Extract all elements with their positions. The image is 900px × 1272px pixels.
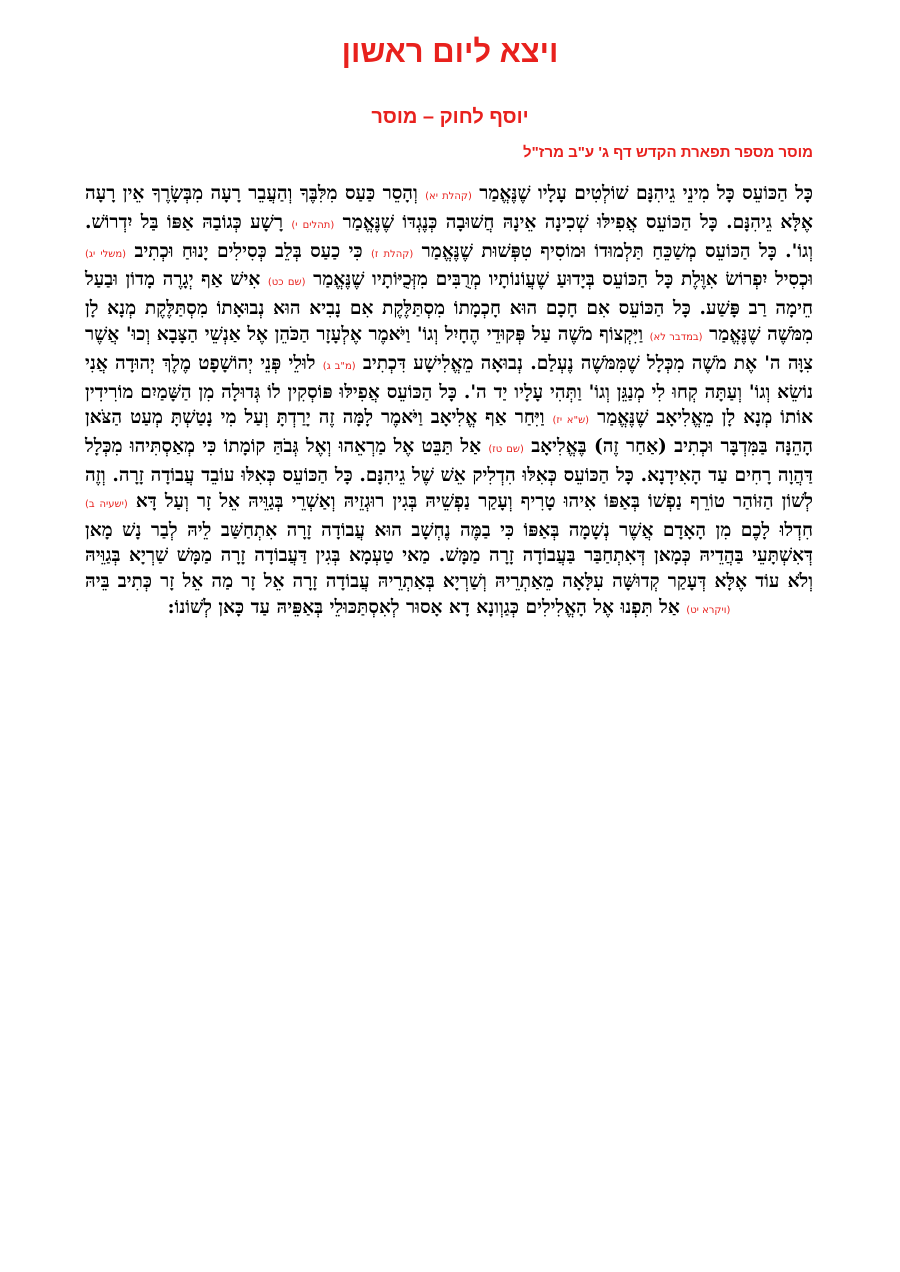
- scripture-reference: (ויקרא יט): [686, 604, 731, 616]
- body-text-segment: כָּל הַכּוֹעֵס כָּל מִינֵי גֵיהִנָּם שׁוֹלְטִים עָלָיו שֶׁנֶּאֱמַר: [471, 183, 813, 204]
- body-text-segment: וַיִּקְצוֹף מֹשֶׁה עַל פְּקוּדֵי הֶחָיִל וְגוֹ' וַיֹּאמֶר אֶלְעָזָר הַכֹּהֵן אֶל אַנְשֵׁי הַצָּבָא וְכוּ' אֲשֶׁר צִוָּה ה' אֶת מֹשֶׁה מִכְּלָל שֶׁמִּמֹּשֶׁה נֶעְלַם. נְבוּאָה מֵאֱלִישָׁע דִּכְתִיב: [85, 323, 814, 374]
- section-subtitle: יוסף לחוק – מוסר: [371, 106, 529, 128]
- scripture-reference: (משלי יג): [85, 248, 127, 260]
- body-text-segment: לוּלֵי פְּנֵי יְהוֹשָׁפָט מֶלֶךְ יְהוּדָה אֲנִי נוֹשֵׂא וְגוֹ' וְעַתָּה קְחוּ לִי מְנַגֵּן וְגוֹ' וַתְּהִי עָלָיו יַד ה'. כָּל הַכּוֹעֵס אֲפִילּוּ פּוֹסְקִין לוֹ גְּדוּלָה מִן הַשָּׁמַיִם מוֹרִידִין אוֹתוֹ מְנָא לָן מֵאֱלִיאָב שֶׁנֶּאֱמַר: [85, 352, 814, 429]
- page-title: ויצא ליום ראשון: [341, 34, 559, 69]
- scripture-reference: (תהלים י): [291, 219, 335, 231]
- body-text-segment: וּכְסִיל יִפְרוֹשׂ אִוֶּלֶת כָּל הַכּוֹעֵס בְּיָדוּעַ שֶׁעֲוֹנוֹתָיו מְרֻבִּים מִזְּכֻיּוֹתָיו שֶׁנֶּאֱמַר: [305, 269, 813, 291]
- body-text-segment: וְהָסֵר כַּעַס מִלִּבֶּךָ וְהַעֲבֵר רָעָה מִבְּשָׂרֶךָ אֵין רָעָה אֶלָּא גֵיהִנָּם. כָּל הַכּוֹעֵס אֲפִילּוּ שְׁכִינָה אֵינָהּ חֲשׁוּבָה כְּנֶגְדּוֹ שֶׁנֶּאֱמַר: [85, 183, 813, 233]
- scripture-reference: (מ"ב ג): [322, 360, 356, 372]
- scripture-reference: (ישעיה ב): [85, 498, 128, 510]
- body-text-segment: חִדְלוּ לָכֶם מִן הָאָדָם אֲשֶׁר נְשָׁמָה בְּאַפּוֹ כִּי בַמֶּה נֶחְשָׁב הוּא עֲבוֹדָה זָרָה אִתְחַשַּׁב לֵיהּ לְבַר נָשׁ מָאן דְּאִשְׁתָּעֵי בַּהֲדֵיהּ כְּמָאן דְּאִתְחַבַּר בַּעֲבוֹדָה זָרָה מַמָּשׁ. מַאי טַעְמָא בְּגִין דַּעֲבוֹדָה זָרָה מַמָּשׁ שַׁרְיָא בְּגַוֵּיהּ וְלֹא עוֹד אֶלָּא דְּעָקַר קְדוּשָּׁה עִלָּאָה מֵאַתְרֵיהּ וְשַׁרְיָא בְּאַתְרֵיהּ עֲבוֹדָה זָרָה אֵל זָר מַה אֵל זָר כְּתִיב בֵּיהּ: [85, 519, 813, 593]
- scripture-reference: (במדבר לא): [649, 331, 703, 343]
- body-text-segment: וַיִּחַר אַף אֱלִיאָב וַיֹּאמֶר לָמָּה זֶה יָרַדְתָּ וְעַל מִי נָטַשְׁתָּ מְעַט הַצֹּאן הָהֵנָּה בַּמִּדְבָּר וּכְתִיב (אַחַר זֶה) בֶּאֱלִיאָב: [85, 407, 814, 458]
- body-text-segment: כִּי כַעַס בְּלֵב כְּסִילִים יָנוּחַ וּכְתִיב: [126, 240, 372, 262]
- scripture-reference: (שם כט): [267, 277, 306, 289]
- body-paragraph: [85, 181, 813, 624]
- scripture-reference: (קהלת יא): [425, 191, 472, 202]
- scripture-reference: (שם טז): [488, 444, 524, 456]
- body-text-segment: אִישׁ אַף יְגָרֶה מָדוֹן וּבַעַל חֵימָה רַב פָּשַׁע. כָּל הַכּוֹעֵס אִם חָכָם הוּא חָכְמָתוֹ מִסְתַּלֶּקֶת אִם נָבִיא הוּא נְבוּאָתוֹ מִסְתַּלֶּקֶת מְנָא לָן מִמֹּשֶׁה שֶׁנֶּאֱמַר: [85, 269, 813, 345]
- body-text-segment: אַל תַּבֵּט אֶל מַרְאֵהוּ וְאֶל גְּבֹהַּ קוֹמָתוֹ כִּי מְאַסְתִּיהוּ מִכְּלָל דַּהֲוָה רָחִים עַד הָאִידָנָא. כָּל הַכּוֹעֵס כְּאִלּוּ הִדְלִיק אֵשׁ שֶׁל גֵיהִנָּם. כָּל הַכּוֹעֵס כְּאִלּוּ עוֹבֵד עֲבוֹדָה זָרָה. וְזֶה לְשׁוֹן הַזּוֹהַר טוֹרֵף נַפְשׁוֹ בְּאַפּוֹ אִיהוּ טָרִיף וְעָקַר נַפְשֵׁיהּ בְּגִין רוּגְזֵיהּ וְאַשְׁרֵי בְּגַוֵּיהּ אֵל זָר וְעַל דָּא: [85, 436, 813, 512]
- scripture-reference: (קהלת ז): [371, 248, 414, 260]
- body-text-segment: רָשָׁע כְּגוֹבַהּ אַפּוֹ בַּל יִדְרוֹשׁ. וְגוֹ'. כָּל הַכּוֹעֵס מְשַׁכֵּחַ תַּלְמוּדוֹ וּמוֹסִיף טִפְּשׁוּת שֶׁנֶּאֱמַר: [85, 211, 813, 262]
- source-citation: מוסר מספר תפארת הקדש דף ג' ע"ב מרז"ל: [523, 144, 813, 161]
- scripture-reference: (ש"א יז): [552, 415, 590, 427]
- body-text-segment: אַל תִּפְנוּ אֶל הָאֱלִילִים כְּגַוְונָא דָא אָסוּר לְאִסְתַּכּוּלֵי בְּאַפֵּיהּ עַד כָּאן לְשׁוֹנוֹ:: [167, 596, 687, 618]
